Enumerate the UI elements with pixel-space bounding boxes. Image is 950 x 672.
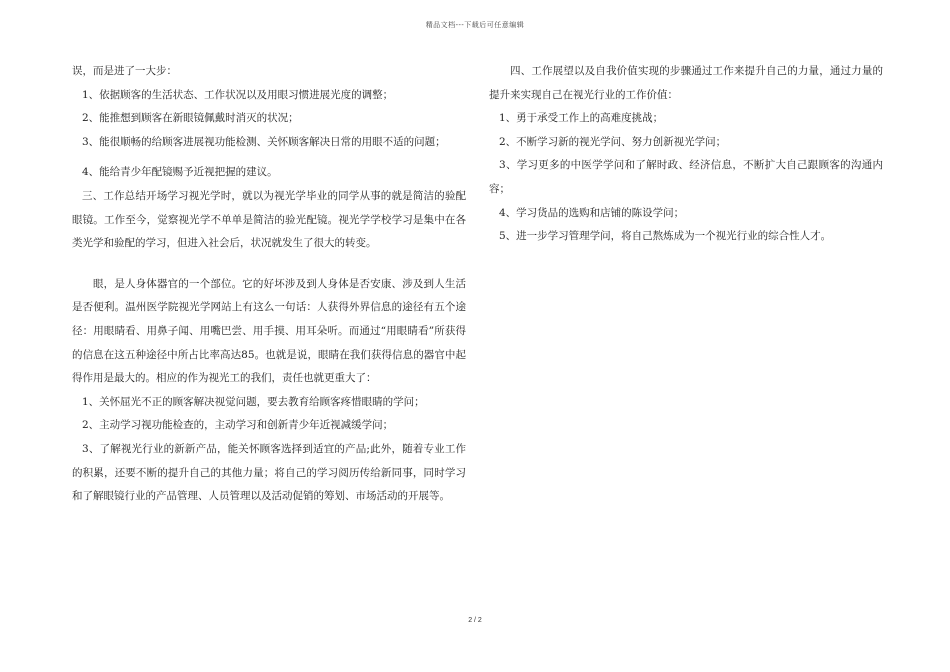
list-item-learn-medicine: 3、学习更多的中医学学问和了解时政、经济信息，不断扩大自己跟顾客的沟通内容；: [489, 159, 883, 195]
page-header: 精品文档---下载后可任意编辑: [425, 21, 525, 29]
list-item-vision-test: 3、能很顺畅的给顾客进展视功能检测、关怀顾客解决日常的用眼不适的问题；: [82, 135, 446, 148]
list-item-refraction-care: 1、关怀屈光不正的顾客解决视觉问题，要去教育给顾客疼惜眼睛的学问；: [82, 395, 425, 408]
left-column: [72, 60, 466, 509]
section-three-paragraph: 三、工作总结开场学习视光学时，就以为视光学毕业的同学从事的就是简洁的验配眼镜。工作至今，觉察视光学不单单是简洁的验光配镜。视光学学校学习是集中在各类光学和验配的学习，但进入社会后，状况就发生了很大的转变。: [72, 189, 466, 250]
list-item-myopia-advice: 4、能给青少年配镜赐予近视把握的建议。: [82, 166, 278, 179]
list-item-industry-products: 3、了解视光行业的新新产品，能关怀顾客选择到适宜的产品;此外，随着专业工作的积累，还要不断的提升自己的其他力量；将自己的学习阅历传给新同事，同时学习和了解眼镜行业的产品管理、人员管理以及活动促销的筹划、市场活动的开展等。: [72, 442, 466, 503]
list-item-active-learning: 2、主动学习视功能检查的，主动学习和创新青少年近视减缓学问；: [82, 419, 394, 432]
right-column: [489, 60, 883, 249]
section-four-paragraph: 四、工作展望以及自我价值实现的步骤通过工作来提升自己的力量，通过力量的提升来实现自己在视光行业的工作价值：: [489, 65, 883, 101]
eye-paragraph: 眼，是人身体器官的一个部位。它的好坏涉及到人身体是否安康、涉及到人生活是否便利。温州医学院视光学网站上有这么一句话：人获得外界信息的途径有五个途径：用眼睛看、用鼻子闻、用嘴巴尝、用手摸、用耳朵听。而通过“用眼睛看”所获得的信息在这五种途径中所占比率高达85。也就是说，眼睛在我们获得信息的器官中起得作用是最大的。相应的作为视光工的我们，责任也就更重大了：: [72, 277, 466, 385]
page-number: 2 / 2: [468, 617, 482, 624]
list-item-predict-wear: 2、能推想到顾客在新眼镜佩戴时消灭的状况；: [82, 112, 299, 125]
list-item-adjust-power: 1、依据顾客的生活状态、工作状况以及用眼习惯进展光度的调整；: [82, 88, 394, 101]
list-item-learn-goods: 4、学习货品的选购和店铺的陈设学问；: [499, 206, 685, 219]
list-item-learn-optics: 2、不断学习新的视光学问、努力创新视光学问；: [499, 135, 727, 148]
list-item-learn-management: 5、进一步学习管理学问，将自己熬炼成为一个视光行业的综合性人才。: [499, 230, 832, 243]
paragraph-continuation: 误，而是进了一大步：: [72, 65, 177, 77]
list-item-challenge: 1、勇于承受工作上的高难度挑战；: [499, 112, 664, 125]
